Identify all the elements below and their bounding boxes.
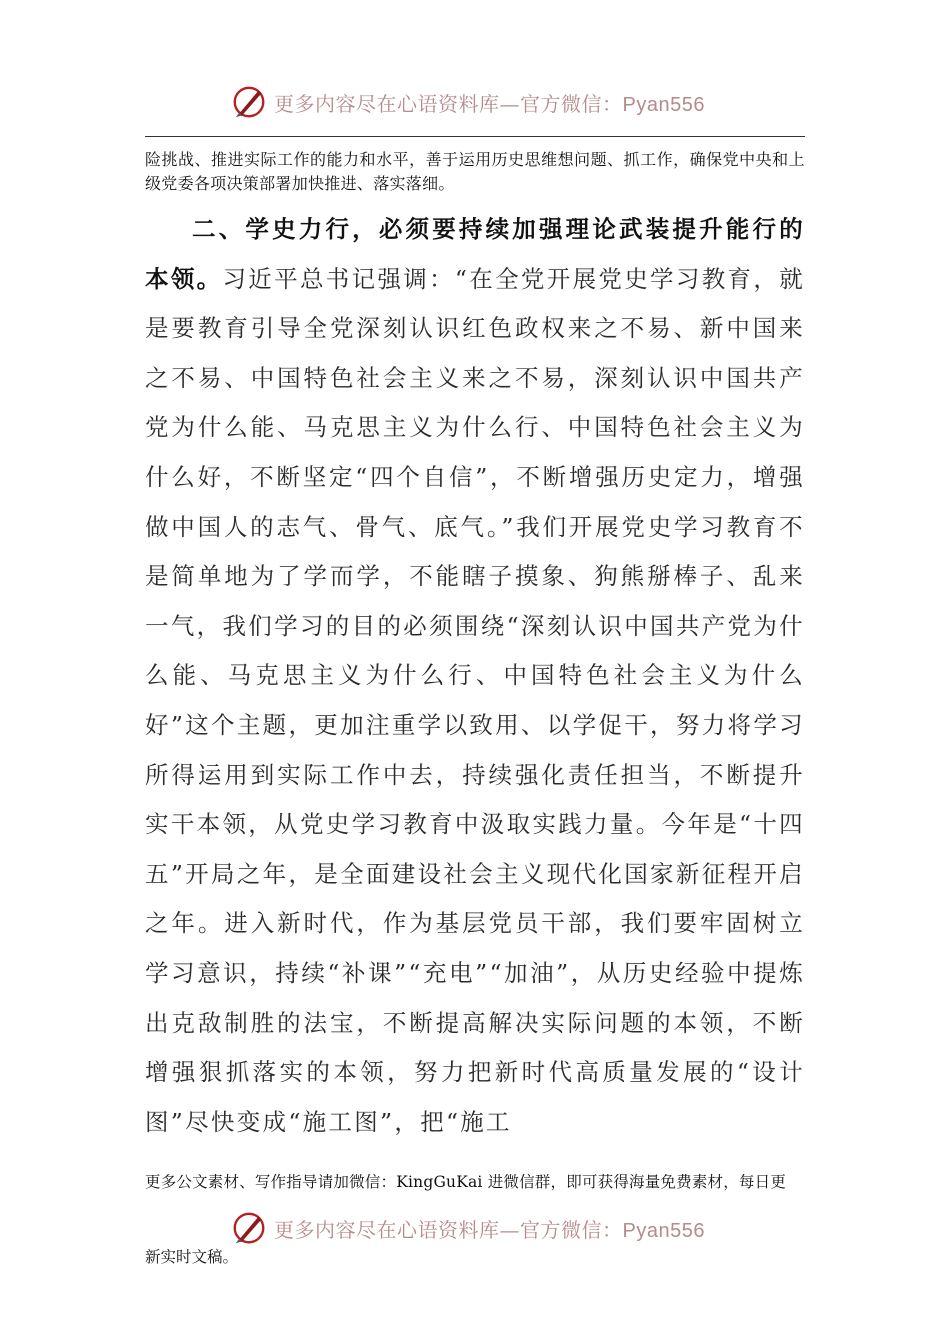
footer-note-end: 新实时文稿。 xyxy=(145,1248,239,1266)
pen-logo-icon xyxy=(230,83,268,121)
banner-text: 更多内容尽在心语资料库—官方微信：Pyan556 xyxy=(274,91,705,116)
continued-paragraph: 险挑战、推进实际工作的能力和水平，善于运用历史思维想问题、抓工作，确保党中央和上级党委各项决策部署加快推进、落实落细。 xyxy=(145,150,805,193)
section-body: 习近平总书记强调：“在全党开展党史学习教育，就是要教育引导全党深刻认识红色政权来之不易、新中国来之不易、中国特色社会主义来之不易，深刻认识中国共产党为什么能、马克思主义为什么行、中国特色社会主义为什么好，不断坚定“四个自信”，不断增强历史定力，增强做中国人的志气、骨气、底气。”我们开展党史学习教育不是简单地为了学而学，不能瞎子摸象、狗熊掰棒子、乱来一气，我们学习的目的必须围绕“深刻认识中国共产党为什么能、马克思主义为什么行、中国特色社会主义为什么好”这个主题，更加注重学以致用、以学促干，努力将学习所得运用到实际工作中去，持续强化责任担当，不断提升实干本领，从党史学习教育中汲取实践力量。今年是“十四五”开局之年，是全面建设社会主义现代化国家新征程开启之年。进入新时代，作为基层党员干部，我们要牢固树立学习意识，持续“补课”“充电”“加油”，从历史经验中提炼出克敌制胜的法宝，不断提高解决实际问题的本领，不断增强狠抓落实的本领，努力把新时代高质量发展的“设计图”尽快变成“施工图”，把“施工 xyxy=(145,264,805,1136)
header-divider xyxy=(145,136,805,137)
footer-banner xyxy=(230,1206,705,1250)
header-banner xyxy=(230,80,705,124)
section-paragraph xyxy=(145,205,805,1147)
banner-account: Pyan556 xyxy=(622,93,705,116)
footer-banner-account: Pyan556 xyxy=(622,1219,705,1242)
footer-note: 更多公文素材、写作指导请加微信：KingGuKai 进微信群，即可获得海量免费素材，每日更 xyxy=(145,1173,787,1191)
pen-logo-icon xyxy=(230,1209,268,1247)
section-heading: 二、学史力行，必须要持续加强理论武装提升能行的本领。 xyxy=(145,215,805,293)
footer-banner-text: 更多内容尽在心语资料库—官方微信：Pyan556 xyxy=(274,1217,705,1242)
